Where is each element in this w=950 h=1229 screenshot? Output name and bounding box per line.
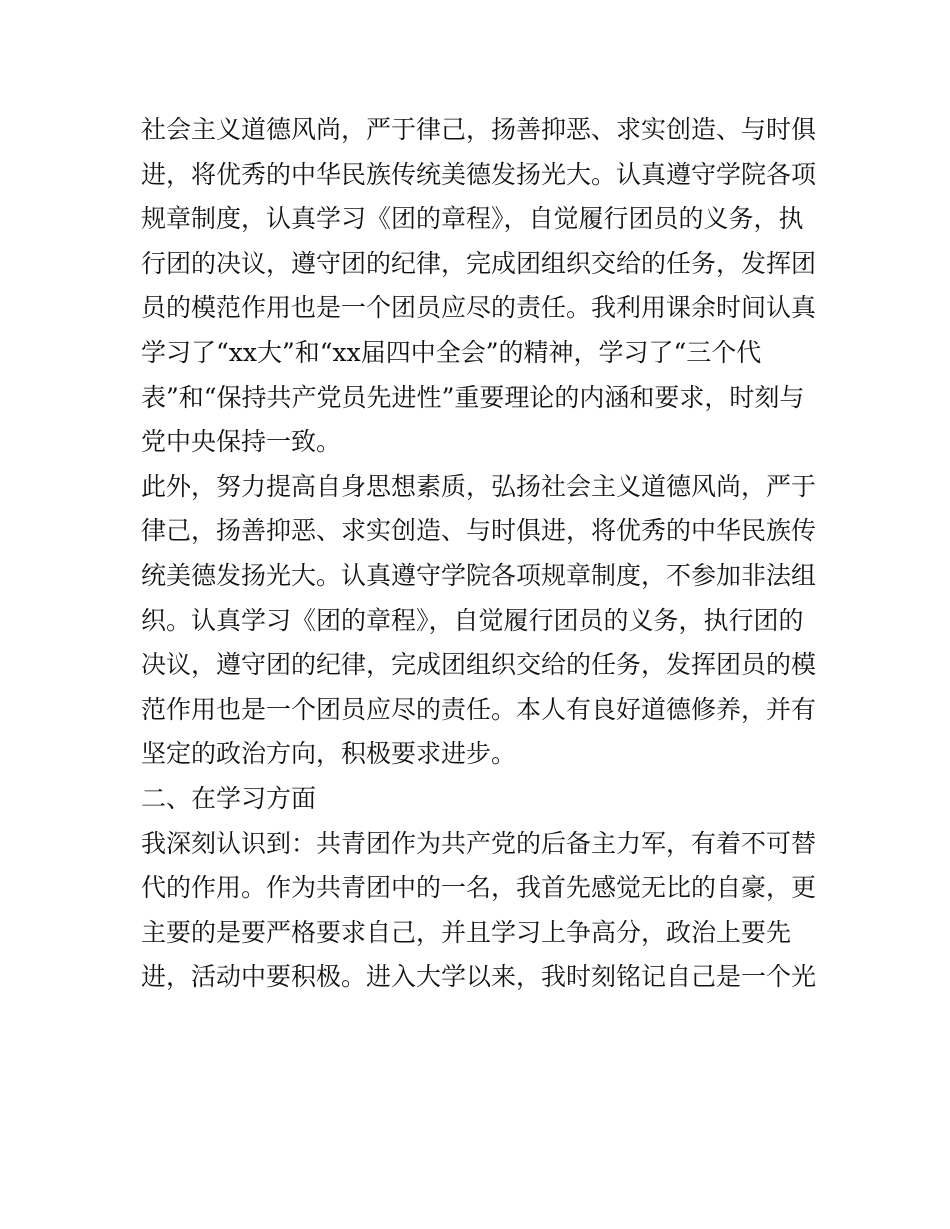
text-line: 织。认真学习《团的章程》，自觉履行团员的义务，执行团的 [141, 605, 804, 635]
text-line: 范作用也是一个团员应尽的责任。本人有良好道德修养，并有 [141, 694, 817, 724]
section-heading: 二、在学习方面 [141, 783, 317, 813]
text-line: 决议，遵守团的纪律，完成团组织交给的任务，发挥团员的模 [141, 650, 817, 680]
text-line: 规章制度，认真学习《团的章程》，自觉履行团员的义务，执 [141, 204, 804, 234]
text-line: 主要的是要严格要求自己，并且学习上争高分，政治上要先 [141, 917, 792, 947]
text-line: 代的作用。作为共青团中的一名，我首先感觉无比的自豪，更 [141, 873, 817, 903]
text-line: 学习了“xx大”和“xx届四中全会”的精神，学习了“三个代 [141, 337, 762, 367]
text-line: 律己，扬善抑恶、求实创造、与时俱进，将优秀的中华民族传 [141, 516, 817, 546]
text-line: 此外，努力提高自身思想素质，弘扬社会主义道德风尚，严于 [141, 471, 817, 501]
text-line: 统美德发扬光大。认真遵守学院各项规章制度，不参加非法组 [141, 560, 817, 590]
text-line: 我深刻认识到：共青团作为共产党的后备主力军，有着不可替 [141, 828, 817, 858]
text-line: 坚定的政治方向，积极要求进步。 [141, 739, 517, 769]
text-line: 党中央保持一致。 [141, 427, 342, 457]
text-line: 行团的决议，遵守团的纪律，完成团组织交给的任务，发挥团 [141, 248, 817, 278]
document-body [141, 108, 821, 1000]
text-line: 社会主义道德风尚，严于律己，扬善抑恶、求实创造、与时俱 [141, 115, 817, 144]
text-line: 进，活动中要积极。进入大学以来，我时刻铭记自己是一个光 [141, 962, 817, 992]
text-line: 表”和“保持共产党员先进性”重要理论的内涵和要求，时刻与 [141, 382, 805, 412]
text-line: 进，将优秀的中华民族传统美德发扬光大。认真遵守学院各项 [141, 159, 817, 189]
text-line: 员的模范作用也是一个团员应尽的责任。我利用课余时间认真 [141, 293, 817, 323]
